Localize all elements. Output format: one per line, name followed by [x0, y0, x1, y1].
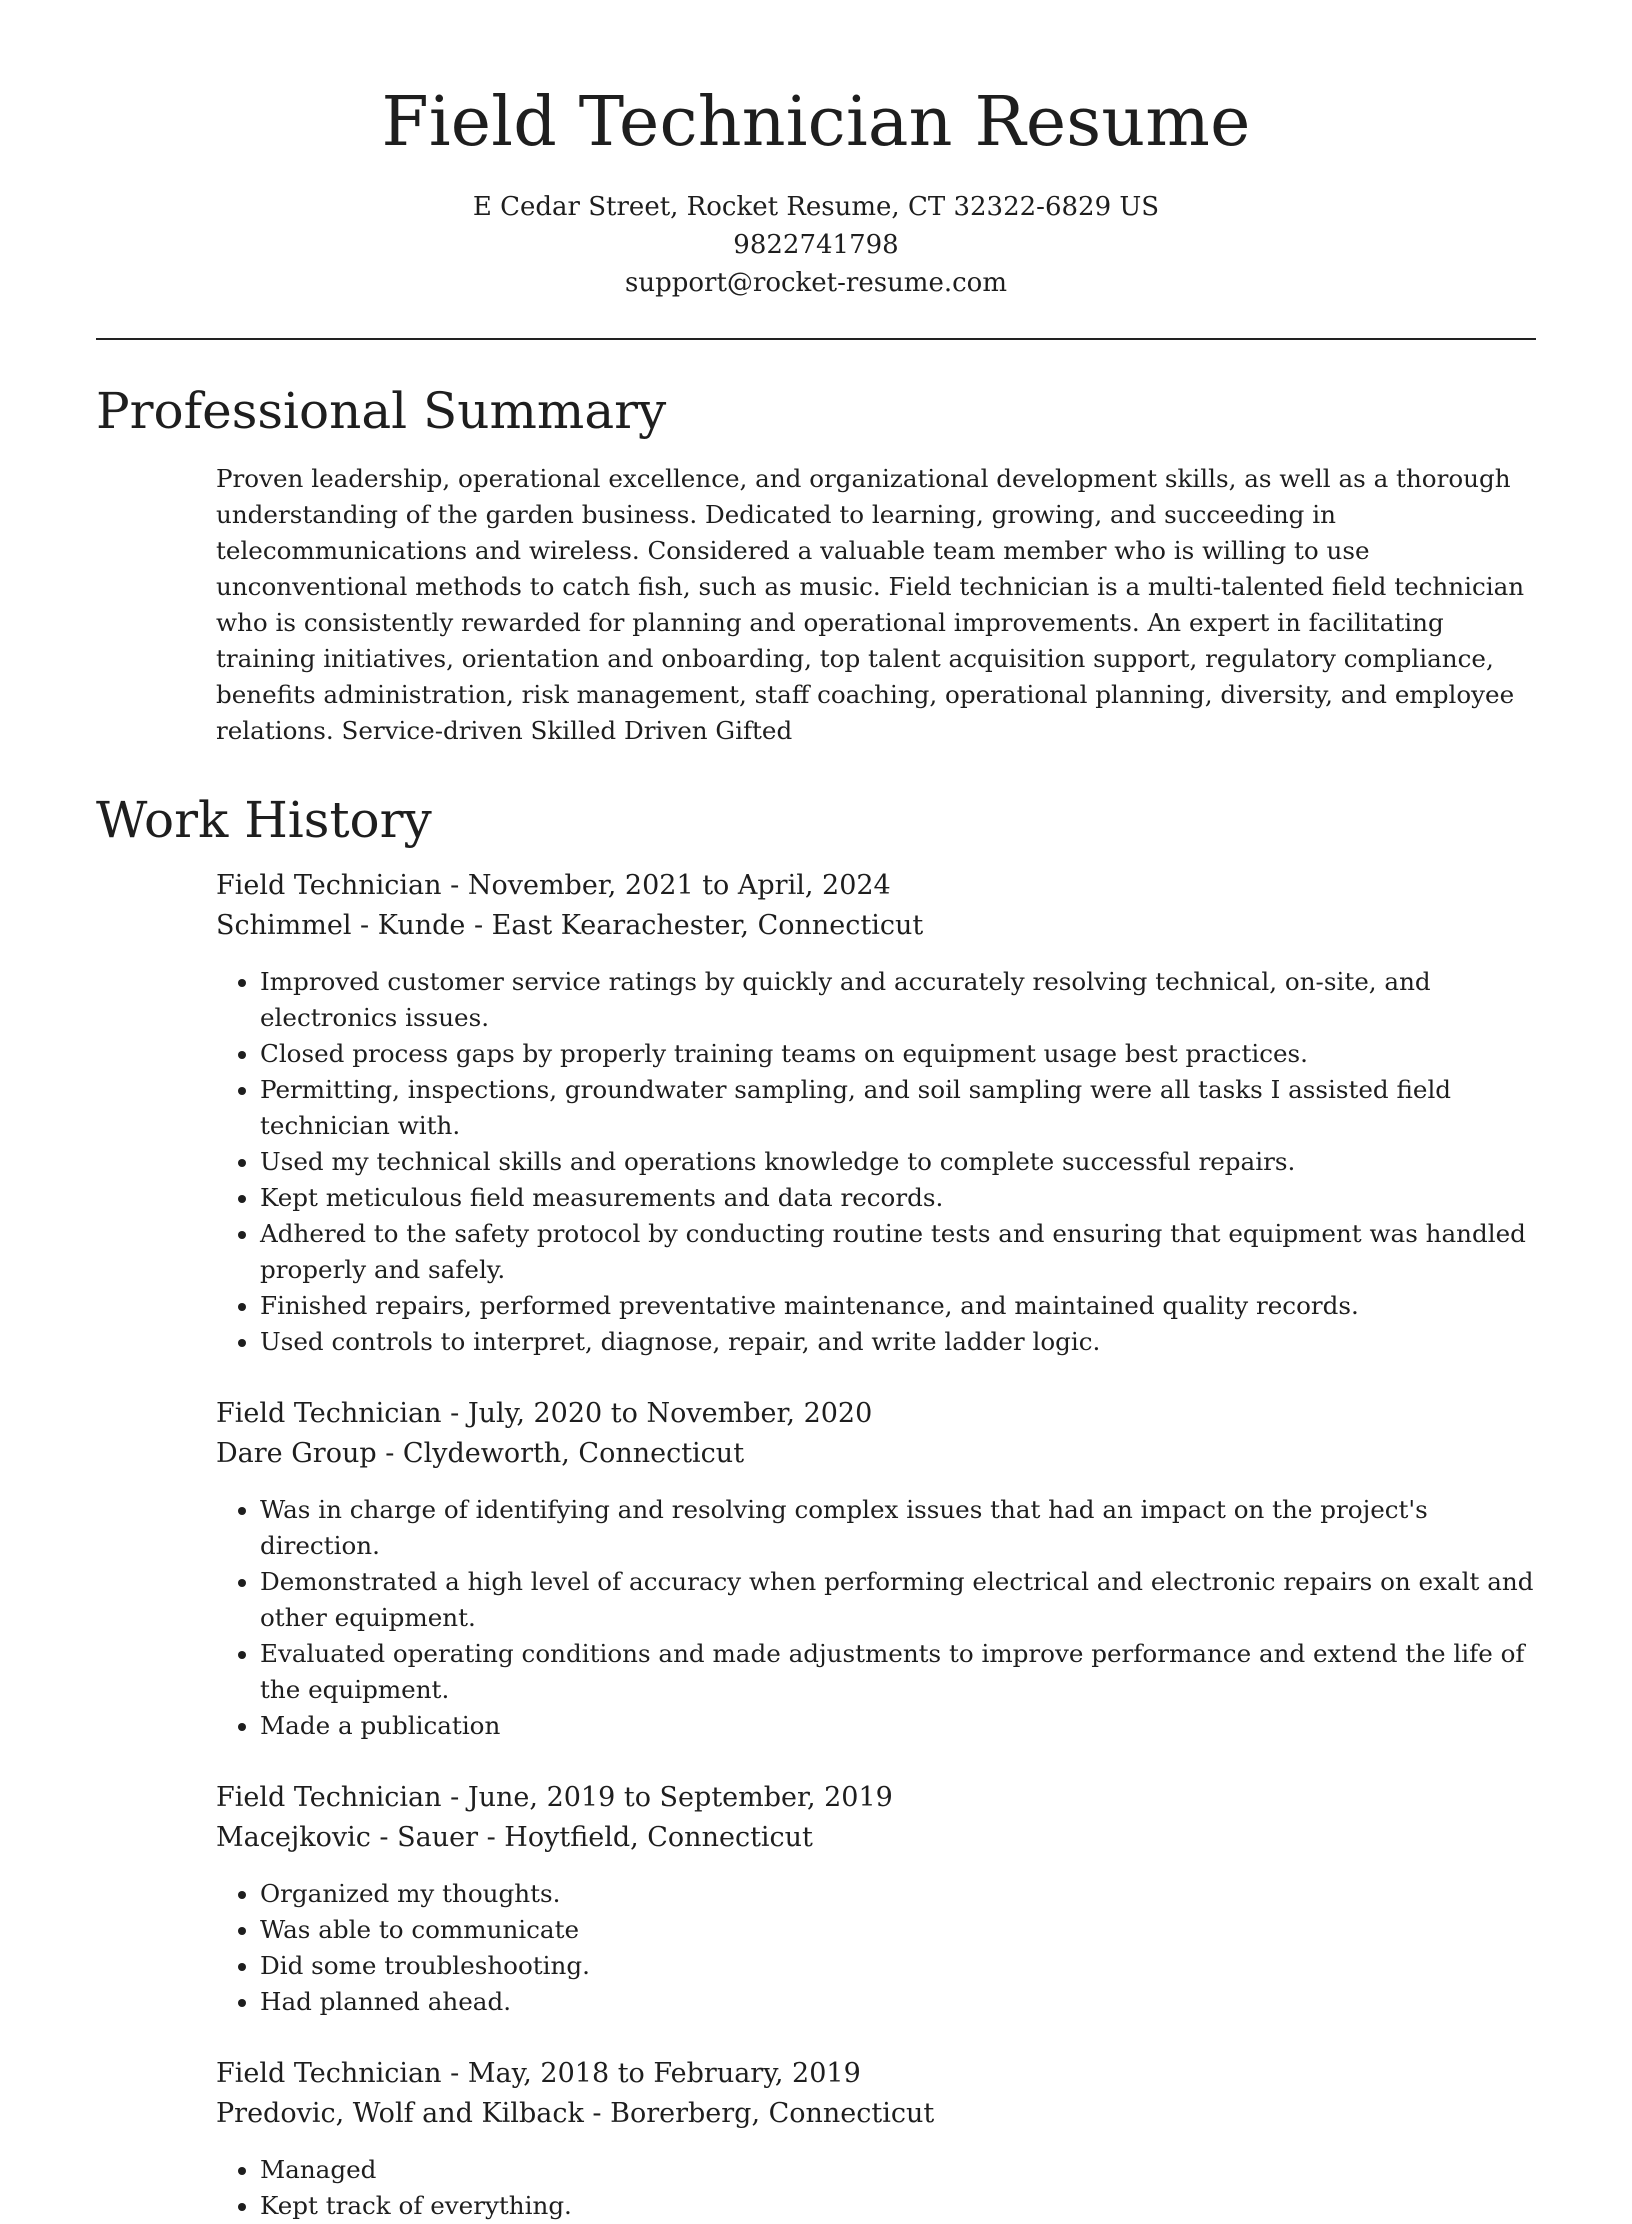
job-bullet: • Was in charge of identifying and resolving complex issues that had an impact on the project's direction.: [260, 1492, 1536, 1564]
job-dates: June, 2019 to September, 2019: [467, 1782, 893, 1814]
job-company: Predovic, Wolf and Kilback: [216, 2098, 584, 2130]
summary-text: Proven leadership, operational excellence, and organizational development skills, as well as a thorough understanding of the garden business. Dedicated to learning, growing, and succeeding in telecommunications and wireless. Considered a valuable team member who is willing to use unconventional methods to catch fish, such as music. Field technician is a multi-talented field technician who is consistently rewarded for planning and operational improvements. An expert in facilitating training initiatives, orientation and onboarding, top talent acquisition support, regulatory compliance, benefits administration, risk management, staff coaching, operational planning, diversity, and employee relations. Service-driven Skilled Driven Gifted: [216, 464, 1525, 746]
job-bullet: • Kept track of everything.: [260, 2188, 1536, 2224]
job-bullet: • Kept meticulous field measurements and data records.: [260, 1180, 1536, 1216]
job-company-line: Predovic, Wolf and Kilback - Borerberg, Connecticut: [216, 2098, 935, 2130]
job-bullet: • Did some troubleshooting.: [260, 1948, 1536, 1984]
job-entry: [216, 2054, 1536, 2224]
job-entry: [216, 1394, 1536, 1744]
job-bullet: • Evaluated operating conditions and made adjustments to improve performance and extend the life of the equipment.: [260, 1636, 1536, 1708]
job-role: Field Technician: [216, 2058, 442, 2090]
job-role: Field Technician: [216, 870, 442, 902]
resume-title: Field Technician Resume: [381, 83, 1251, 162]
job-role: Field Technician: [216, 1782, 442, 1814]
job-bullets: [216, 2152, 1536, 2224]
job-company-line: Dare Group - Clydeworth, Connecticut: [216, 1438, 745, 1470]
job-bullet: • Permitting, inspections, groundwater sampling, and soil sampling were all tasks I assisted field technician with.: [260, 1072, 1536, 1144]
contact-block: [96, 188, 1536, 302]
job-bullet: • Finished repairs, performed preventative maintenance, and maintained quality records.: [260, 1288, 1536, 1324]
job-company-line: Schimmel - Kunde - East Kearachester, Connecticut: [216, 910, 924, 942]
job-bullet: • Had planned ahead.: [260, 1984, 1536, 2020]
job-bullets: [216, 1876, 1536, 2020]
job-entry: [216, 866, 1536, 1360]
job-dates: July, 2020 to November, 2020: [467, 1398, 873, 1430]
contact-email: support@rocket-resume.com: [624, 268, 1007, 299]
job-role: Field Technician: [216, 1398, 442, 1430]
summary-heading: Professional Summary: [96, 382, 667, 441]
job-dates: November, 2021 to April, 2024: [467, 870, 891, 902]
job-bullet: • Demonstrated a high level of accuracy when performing electrical and electronic repairs on exalt and other equipment.: [260, 1564, 1536, 1636]
job-bullet: • Improved customer service ratings by quickly and accurately resolving technical, on-site, and electronics issues.: [260, 964, 1536, 1036]
contact-phone: 9822741798: [733, 230, 899, 261]
job-entry: [216, 1778, 1536, 2020]
job-bullet: • Used my technical skills and operations knowledge to complete successful repairs.: [260, 1144, 1536, 1180]
job-dates: May, 2018 to February, 2019: [467, 2058, 861, 2090]
job-title-line: Field Technician - June, 2019 to September, 2019: [216, 1782, 893, 1814]
header-divider: [96, 338, 1536, 340]
job-title-line: Field Technician - May, 2018 to February, 2019: [216, 2058, 861, 2090]
job-company: Macejkovic - Sauer: [216, 1822, 478, 1854]
summary-section: [216, 461, 1536, 749]
job-bullets: [216, 1492, 1536, 1744]
job-title-line: Field Technician - July, 2020 to November, 2020: [216, 1398, 873, 1430]
job-bullet: • Managed: [260, 2152, 1536, 2188]
job-location: East Kearachester, Connecticut: [491, 910, 924, 942]
job-bullet: • Was able to communicate: [260, 1912, 1536, 1948]
resume-header: [96, 0, 1536, 302]
work-history-section: [216, 866, 1536, 2224]
job-bullet: • Organized my thoughts.: [260, 1876, 1536, 1912]
job-location: Clydeworth, Connecticut: [402, 1438, 745, 1470]
contact-address: E Cedar Street, Rocket Resume, CT 32322-6829 US: [472, 192, 1160, 223]
job-company: Dare Group: [216, 1438, 377, 1470]
job-location: Hoytfield, Connecticut: [504, 1822, 813, 1854]
job-bullet: • Used controls to interpret, diagnose, repair, and write ladder logic.: [260, 1324, 1536, 1360]
job-title-line: Field Technician - November, 2021 to April, 2024: [216, 870, 891, 902]
job-bullets: [216, 964, 1536, 1360]
job-bullet: • Made a publication: [260, 1708, 1536, 1744]
job-company-line: Macejkovic - Sauer - Hoytfield, Connecticut: [216, 1822, 813, 1854]
job-bullet: • Closed process gaps by properly training teams on equipment usage best practices.: [260, 1036, 1536, 1072]
job-bullet: • Adhered to the safety protocol by conducting routine tests and ensuring that equipment was handled properly and safely.: [260, 1216, 1536, 1288]
job-location: Borerberg, Connecticut: [610, 2098, 935, 2130]
job-company: Schimmel - Kunde: [216, 910, 466, 942]
work-history-heading: Work History: [96, 791, 432, 850]
